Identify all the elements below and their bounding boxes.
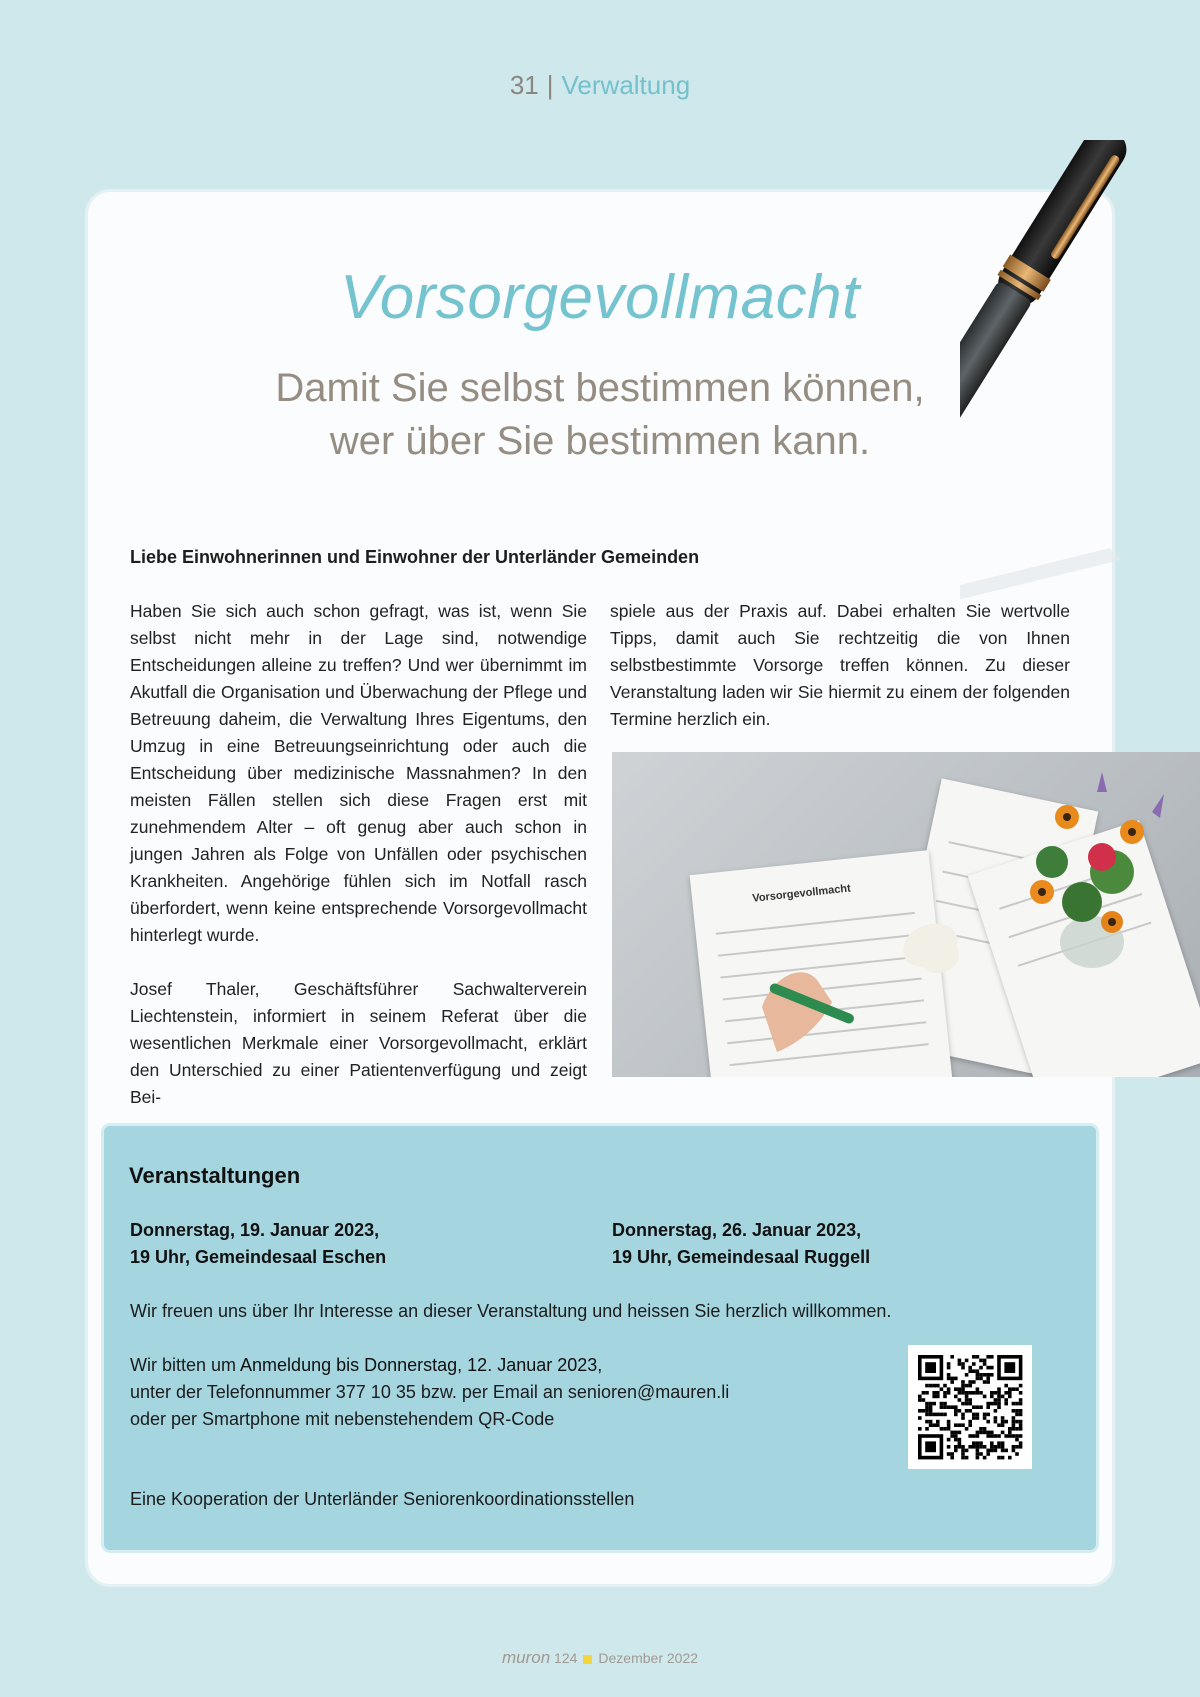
event-2-date: Donnerstag, 26. Januar 2023,	[612, 1220, 862, 1240]
registration-text	[130, 1352, 729, 1433]
section-name: Verwaltung	[561, 70, 691, 100]
footer-square-icon	[583, 1655, 592, 1664]
header-separator: |	[546, 70, 554, 100]
article-title: Vorsorgevollmacht	[340, 263, 860, 332]
events-heading: Veranstaltungen	[129, 1163, 301, 1188]
event-1-date: Donnerstag, 19. Januar 2023,	[130, 1220, 380, 1240]
article-column-left	[130, 598, 587, 1111]
crumpled-paper-shape	[903, 924, 959, 974]
subtitle-line-2: wer über Sie bestimmen kann.	[329, 419, 871, 463]
registration-qr-code[interactable]	[908, 1345, 1032, 1469]
registration-deadline: Anmeldung bis Donnerstag, 12. Januar 2023,	[240, 1355, 603, 1375]
cooperation-text: Eine Kooperation der Unterländer Seniorenkoordinationsstellen	[130, 1489, 635, 1509]
page-header	[0, 70, 1200, 101]
page-number: 31	[509, 70, 539, 100]
registration-qr-hint: oder per Smartphone mit nebenstehendem QR-Code	[130, 1409, 555, 1429]
paragraph-speaker-part2: spiele aus der Praxis auf. Dabei erhalten Sie wertvolle Tipps, damit auch Sie rechtzeitig die von Ihnen selbstbestimmte Vorsorge treffen können. Zu dieser Veranstaltung laden wir Sie hiermit zu einem der folgenden Termine herzlich ein.	[610, 601, 1070, 729]
registration-prefix: Wir bitten um	[130, 1355, 241, 1375]
photo-form-title: Vorsorgevollmacht	[751, 882, 852, 905]
footer-brand: muron	[501, 1648, 551, 1667]
fountain-pen-illustration	[960, 140, 1200, 620]
footer-issue: 124	[554, 1650, 578, 1666]
flowers-shape	[1030, 772, 1164, 933]
page-footer	[0, 1648, 1200, 1668]
article-subtitle	[88, 362, 1112, 468]
subtitle-line-1: Damit Sie selbst bestimmen können,	[275, 366, 925, 410]
event-1-location: 19 Uhr, Gemeindesaal Eschen	[130, 1247, 387, 1267]
paragraph-speaker-part1: Josef Thaler, Geschäftsführer Sachwalterverein Liechtenstein, informiert in seinem Referat über die wesentlichen Merkmale einer Vorsorgevollmacht, erklärt den Unterschied zu einer Patientenverfügung und zeigt Bei-	[130, 979, 587, 1107]
welcome-text: Wir freuen uns über Ihr Interesse an dieser Veranstaltung und heissen Sie herzlich willkommen.	[130, 1301, 892, 1321]
greeting-heading: Liebe Einwohnerinnen und Einwohner der Unterländer Gemeinden	[130, 547, 700, 567]
signing-document-photo	[612, 752, 1200, 1077]
registration-contact: unter der Telefonnummer 377 10 35 bzw. per Email an senioren@mauren.li	[130, 1382, 730, 1402]
event-1	[130, 1217, 386, 1271]
footer-date: Dezember 2022	[598, 1650, 699, 1666]
event-2-location: 19 Uhr, Gemeindesaal Ruggell	[612, 1247, 871, 1267]
event-2	[612, 1217, 870, 1271]
article-column-right	[610, 598, 1070, 733]
paragraph-intro: Haben Sie sich auch schon gefragt, was ist, wenn Sie selbst nicht mehr in der Lage sind, notwendige Entscheidungen alleine zu treffen? Und wer übernimmt im Akutfall die Organisation und Überwachung der Pflege und Betreuung daheim, die Verwaltung Ihres Eigentums, den Umzug in eine Betreuungseinrichtung oder auch die Entscheidung über medizinische Massnahmen? In den meisten Fällen stellen sich diese Fragen erst mit zunehmendem Alter – oft genug aber auch schon in jungen Jahren als Folge von Unfällen oder psychischen Krankheiten. Angehörige fühlen sich im Notfall rasch überfordert, wenn keine entsprechende Vorsorgevollmacht hinterlegt wurde.	[130, 601, 587, 945]
